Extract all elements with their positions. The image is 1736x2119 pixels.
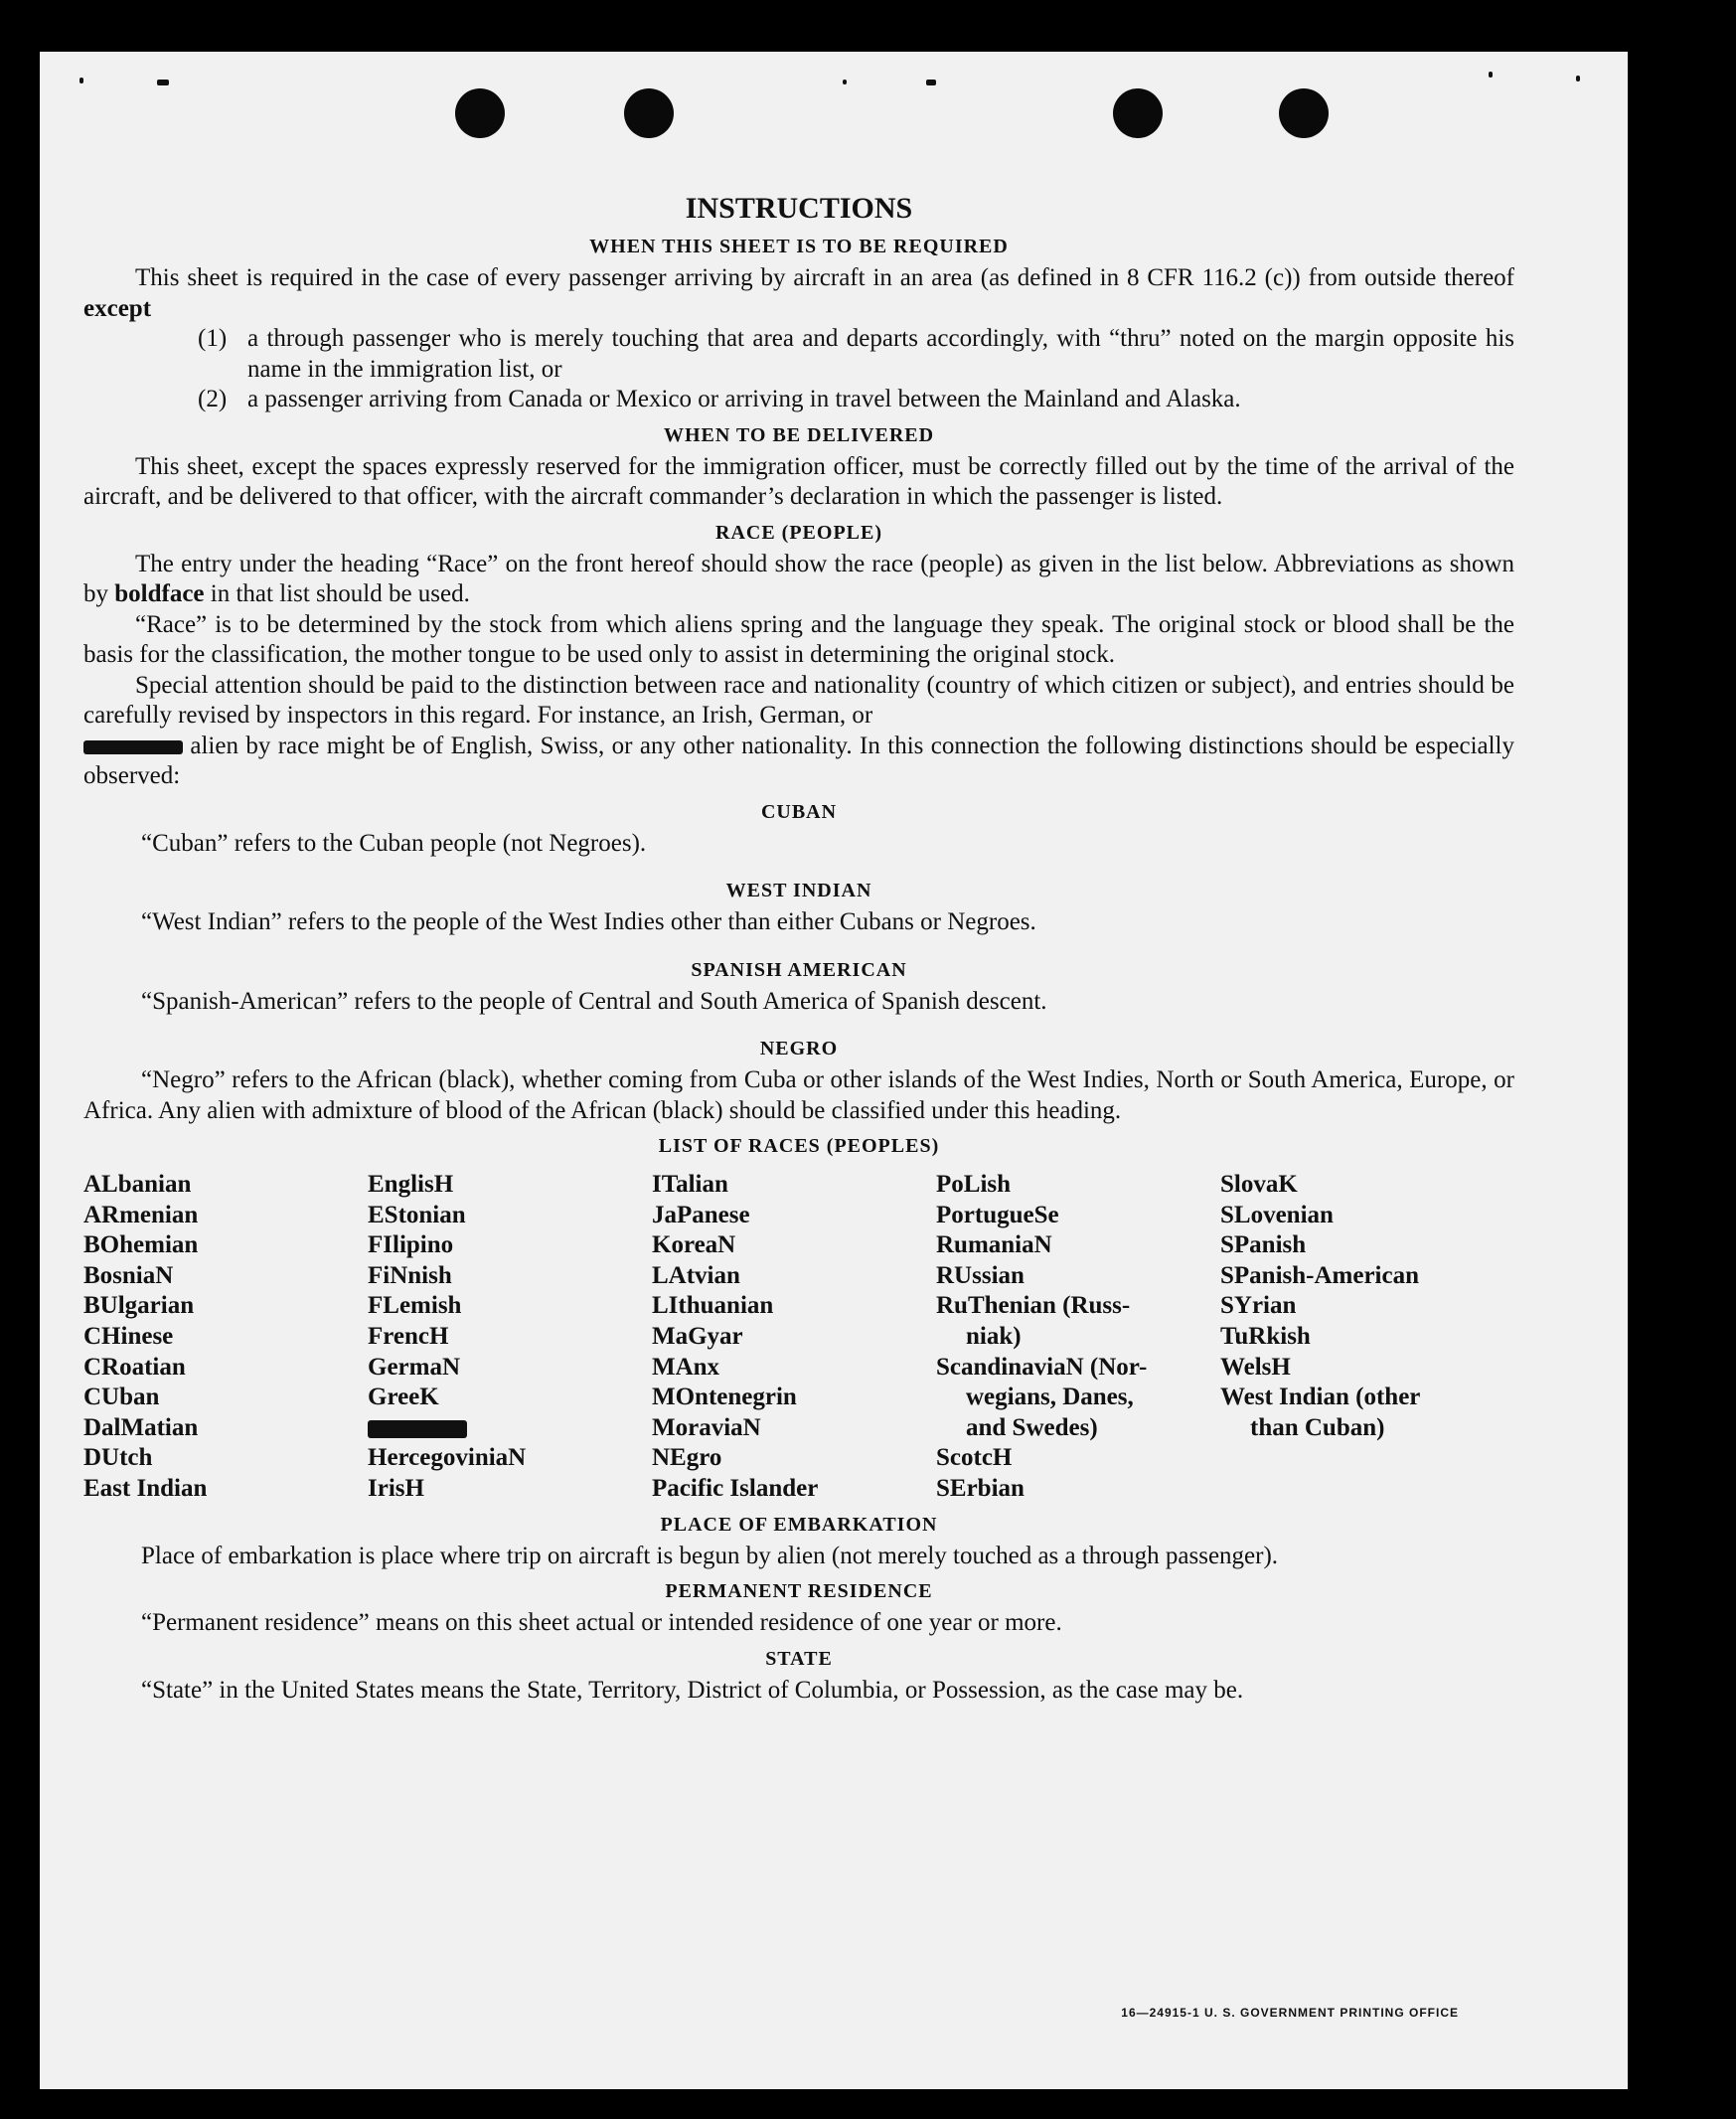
race-entry: Pacific Islander xyxy=(652,1474,819,1502)
paragraph-residence: “Permanent residence” means on this sheet actual or intended residence of one year or more. xyxy=(141,1609,1062,1637)
item-text: a passenger arriving from Canada or Mexico or arriving in travel between the Mainland and Alaska. xyxy=(247,386,1241,412)
paragraph-required-text: This sheet is required in the case of every passenger arriving by aircraft in an area (as defined in 8 CFR 116.2 (c)) from outside thereof xyxy=(135,264,1514,291)
races-column xyxy=(368,1170,652,1505)
race-entry: LAtvian xyxy=(652,1261,740,1289)
race-entry: MAnx xyxy=(652,1353,720,1381)
heading-race: RACE (PEOPLE) xyxy=(715,521,882,544)
race-entry: niak) xyxy=(966,1322,1022,1350)
heading-spanish-american: SPANISH AMERICAN xyxy=(691,958,907,981)
page-title: INSTRUCTIONS xyxy=(685,192,913,225)
heading-races-list: LIST OF RACES (PEOPLES) xyxy=(658,1135,940,1157)
race-entry: SlovaK xyxy=(1220,1171,1298,1198)
races-column xyxy=(1220,1170,1504,1505)
list-item xyxy=(198,324,1514,385)
race-entry: FiNnish xyxy=(368,1261,452,1289)
race-entry: RUssian xyxy=(936,1261,1025,1289)
document-page xyxy=(40,52,1628,2089)
race-entry: MOntenegrin xyxy=(652,1384,797,1411)
race-entry: LIthuanian xyxy=(652,1292,774,1320)
race-entry: EStonian xyxy=(368,1201,466,1228)
race-entry: JaPanese xyxy=(652,1201,750,1228)
race-entry: SErbian xyxy=(936,1474,1025,1502)
item-number: (2) xyxy=(198,386,228,412)
race-entry: CHinese xyxy=(83,1322,174,1350)
paragraph-west-indian: “West Indian” refers to the people of the West Indies other than either Cubans or Negroes. xyxy=(141,908,1036,935)
race-entry: ARmenian xyxy=(83,1201,199,1228)
race-entry: NEgro xyxy=(652,1444,722,1472)
race-entry: TuRkish xyxy=(1220,1322,1311,1350)
race-entry: SPanish xyxy=(1220,1231,1307,1259)
instructions-content xyxy=(83,191,1514,1706)
heading-required: WHEN THIS SHEET IS TO BE REQUIRED xyxy=(589,236,1009,257)
race-entry: SLovenian xyxy=(1220,1201,1334,1228)
race-entry: than Cuban) xyxy=(1250,1413,1385,1441)
race-entry: BosniaN xyxy=(83,1261,174,1289)
race-entry: FLemish xyxy=(368,1292,462,1320)
race-entry: SPanish-American xyxy=(1220,1261,1419,1289)
speck xyxy=(157,80,169,85)
race-entry: KoreaN xyxy=(652,1231,736,1259)
race-entry: EnglisH xyxy=(368,1171,454,1198)
speck xyxy=(926,80,936,85)
list-item xyxy=(198,385,1514,415)
race-entry: DUtch xyxy=(83,1444,153,1472)
race-entry: PortugueSe xyxy=(936,1201,1059,1228)
race-entry: ScandinaviaN (Nor- xyxy=(936,1353,1148,1381)
race-entry: West Indian (other xyxy=(1220,1384,1421,1411)
paragraph-cuban: “Cuban” refers to the Cuban people (not Negroes). xyxy=(141,829,647,857)
paragraph-race-3 xyxy=(83,671,1514,792)
race-text-b: in that list should be used. xyxy=(204,580,470,607)
races-list xyxy=(83,1170,1514,1505)
heading-residence: PERMANENT RESIDENCE xyxy=(665,1580,933,1603)
race-entry: FrencH xyxy=(368,1322,449,1350)
race-entry: and Swedes) xyxy=(966,1413,1098,1441)
race-entry: DalMatian xyxy=(83,1413,199,1441)
printing-office-code: 16—24915-1 U. S. GOVERNMENT PRINTING OFFICE xyxy=(1121,2006,1459,2020)
item-text: a through passenger who is merely touching that area and departs accordingly, with “thru” noted on the margin opposite his name in the immigration list, or xyxy=(247,325,1514,383)
paragraph-spanish-american: “Spanish-American” refers to the people of Central and South America of Spanish descent. xyxy=(141,987,1047,1015)
race-entry: ScotcH xyxy=(936,1444,1013,1472)
race-entry: ALbanian xyxy=(83,1171,192,1198)
punch-hole xyxy=(455,88,505,138)
punch-hole xyxy=(1279,88,1329,138)
race-entry: PoLish xyxy=(936,1171,1012,1198)
paragraph-race-1 xyxy=(83,550,1514,610)
race-entry: GreeK xyxy=(368,1384,439,1411)
paragraph-race-2: “Race” is to be determined by the stock from which aliens spring and the language they speak. The original stock or blood shall be the basis for the classification, the mother tongue to be used only to assist in determining the original stock. xyxy=(83,610,1514,668)
race-entry: CRoatian xyxy=(83,1353,186,1381)
speck xyxy=(1489,72,1493,78)
heading-negro: NEGRO xyxy=(759,1038,839,1060)
race-text-c: Special attention should be paid to the distinction between race and nationality (country of which citizen or subject), and entries should be carefully revised by inspectors in this regard. For instance, an Irish, German, or xyxy=(83,671,1514,729)
race-text-d: alien by race might be of English, Swiss, or any other nationality. In this connection the following distinctions should be especially observed: xyxy=(83,732,1514,789)
race-entry: HercegoviniaN xyxy=(368,1444,527,1472)
race-entry: MaGyar xyxy=(652,1322,743,1350)
except-label: except xyxy=(83,294,152,322)
speck xyxy=(1576,76,1580,82)
race-entry: RuThenian (Russ- xyxy=(936,1292,1131,1320)
race-entry: BUlgarian xyxy=(83,1292,195,1320)
race-text-a: The entry under the heading “Race” on the front hereof should show the race (people) as given in the list below. Abbreviations as shown by xyxy=(83,550,1514,607)
speck xyxy=(79,78,83,83)
race-entry: East Indian xyxy=(83,1474,208,1502)
race-entry: IrisH xyxy=(368,1474,424,1502)
paragraph-negro: “Negro” refers to the African (black), whether coming from Cuba or other islands of the West Indies, North or South America, Europe, or Africa. Any alien with admixture of blood of the African (black) should be classified under this heading. xyxy=(83,1066,1514,1124)
race-entry-redacted xyxy=(368,1413,652,1444)
race-entry: GermaN xyxy=(368,1353,461,1381)
heading-cuban: CUBAN xyxy=(760,800,838,823)
race-entry: wegians, Danes, xyxy=(966,1384,1134,1411)
heading-state: STATE xyxy=(765,1647,833,1670)
race-entry: BOhemian xyxy=(83,1231,199,1259)
race-entry: ITalian xyxy=(652,1171,728,1198)
races-column xyxy=(83,1170,368,1505)
race-entry: SYrian xyxy=(1220,1292,1297,1320)
paragraph-delivered: This sheet, except the spaces expressly reserved for the immigration officer, must be correctly filled out by the time of the arrival of the aircraft, and be delivered to that officer, with the aircraft commander’s declaration in which the passenger is listed. xyxy=(83,452,1514,510)
boldface-word: boldface xyxy=(114,580,205,607)
race-entry: RumaniaN xyxy=(936,1231,1052,1259)
paragraph-state: “State” in the United States means the State, Territory, District of Columbia, or Possession, as the case may be. xyxy=(141,1676,1244,1704)
race-entry: CUban xyxy=(83,1384,160,1411)
heading-delivered: WHEN TO BE DELIVERED xyxy=(663,423,935,446)
paragraph-embarkation: Place of embarkation is place where trip on aircraft is begun by alien (not merely touched as a through passenger). xyxy=(141,1542,1279,1569)
speck xyxy=(843,80,847,84)
race-entry: WelsH xyxy=(1220,1353,1291,1381)
punch-hole xyxy=(1113,88,1163,138)
exception-list xyxy=(198,324,1514,415)
heading-embarkation: PLACE OF EMBARKATION xyxy=(660,1513,938,1536)
redaction-mark xyxy=(83,740,183,754)
punch-hole xyxy=(624,88,674,138)
race-entry: FIlipino xyxy=(368,1231,454,1259)
heading-west-indian: WEST INDIAN xyxy=(725,880,872,901)
paragraph-required xyxy=(83,263,1514,324)
races-column xyxy=(936,1170,1220,1505)
redaction-mark xyxy=(368,1420,467,1438)
races-column xyxy=(652,1170,936,1505)
race-entry: MoraviaN xyxy=(652,1413,761,1441)
item-number: (1) xyxy=(198,325,228,352)
